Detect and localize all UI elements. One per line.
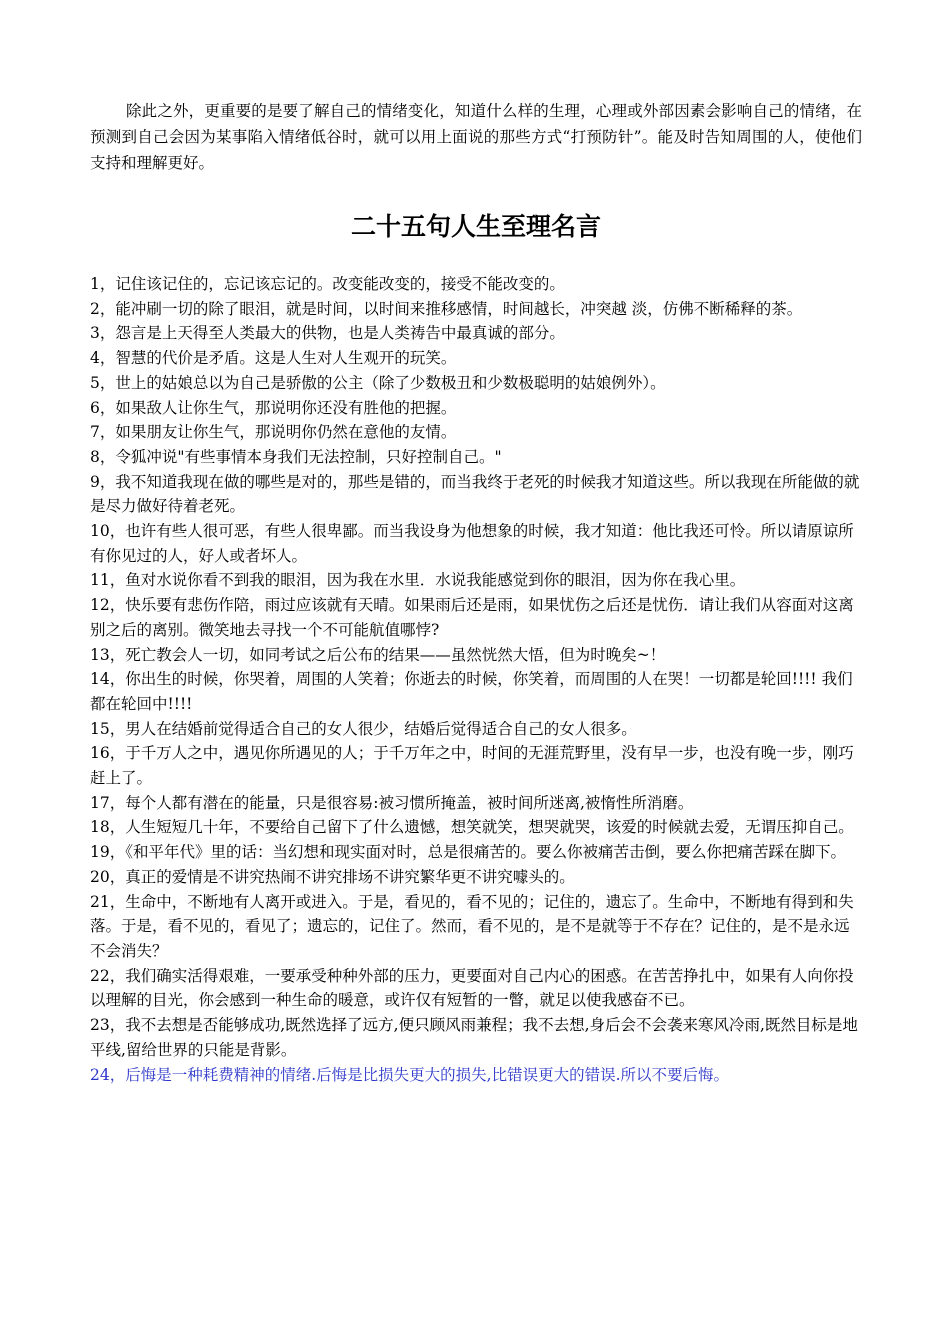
quote-item: 2，能冲刷一切的除了眼泪，就是时间，以时间来推移感情，时间越长，冲突越 淡，仿佛不断稀释的茶。: [90, 299, 803, 318]
quote-item: 12，快乐要有悲伤作陪，雨过应该就有天晴。如果雨后还是雨，如果忧伤之后还是忧伤．请让我们从容面对这离别之后的离别。微笑地去寻找一个不可能航值哪悖?: [90, 596, 854, 639]
quote-item: 15，男人在结婚前觉得适合自己的女人很少，结婚后觉得适合自己的女人很多。: [90, 719, 637, 738]
quote-item: 10，也许有些人很可恶，有些人很卑鄙。而当我设身为他想象的时候，我才知道：他比我还可怜。所以请原谅所有你见过的人，好人或者坏人。: [90, 522, 854, 565]
quote-item: 3，怨言是上天得至人类最大的供物，也是人类祷告中最真诚的部分。: [90, 324, 565, 343]
page-title: 二十五句人生至理名言: [350, 212, 601, 241]
quote-item: 5，世上的姑娘总以为自己是骄傲的公主（除了少数极丑和少数极聪明的姑娘例外）。: [90, 373, 666, 392]
quote-item: 18，人生短短几十年，不要给自己留下了什么遗憾，想笑就笑，想哭就哭，该爱的时候就去爱，无谓压抑自己。: [90, 818, 854, 837]
quote-item: 23，我不去想是否能够成功,既然选择了远方,便只顾风雨兼程；我不去想,身后会不会袭来寒风冷雨,既然目标是地平线,留给世界的只能是背影。: [90, 1016, 858, 1059]
quote-list: [90, 272, 862, 1087]
quote-item: 17，每个人都有潜在的能量，只是很容易:被习惯所掩盖，被时间所迷离,被惰性所消磨。: [90, 793, 694, 812]
quote-item: 22，我们确实活得艰难，一要承受种种外部的压力，更要面对自己内心的困惑。在苦苦挣扎中，如果有人向你投以理解的目光，你会感到一种生命的暖意，或许仅有短暂的一瞥，就足以使我感奋不已。: [90, 966, 854, 1010]
quote-item: 9，我不知道我现在做的哪些是对的，那些是错的，而当我终于老死的时候我才知道这些。所以我现在所能做的就是尽力做好待着老死。: [90, 472, 860, 516]
quote-item: 11，鱼对水说你看不到我的眼泪，因为我在水里．水说我能感觉到你的眼泪，因为你在我心里。: [90, 571, 746, 590]
quote-item: 4，智慧的代价是矛盾。这是人生对人生观开的玩笑。: [90, 349, 457, 368]
quote-item: 1，记住该记住的，忘记该忘记的。改变能改变的，接受不能改变的。: [90, 275, 565, 293]
quote-item: 21，生命中，不断地有人离开或进入。于是，看见的，看不见的；记住的，遗忘了。生命中，不断地有得到和失落。于是，看不见的，看见了；遗忘的，记住了。然而，看不见的，是不是就等于不存在？记住的，是不是永远不会消失？: [90, 892, 854, 960]
quote-item-highlighted: 24，后悔是一种耗费精神的情绪.后悔是比损失更大的损失,比错误更大的错误.所以不要后悔。: [90, 1065, 730, 1084]
quote-item: 13，死亡教会人一切，如同考试之后公布的结果——虽然恍然大悟，但为时晚矣~！: [90, 645, 666, 664]
quote-item: 16，于千万人之中，遇见你所遇见的人；于千万年之中，时间的无涯荒野里，没有早一步，也没有晚一步，刚巧赶上了。: [90, 744, 854, 788]
quote-item: 7，如果朋友让你生气，那说明你仍然在意他的友情。: [90, 423, 457, 442]
quote-item: 6，如果敌人让你生气，那说明你还没有胜他的把握。: [90, 398, 457, 417]
quote-item: 20，真正的爱情是不讲究热闹不讲究排场不讲究繁华更不讲究噱头的。: [90, 867, 575, 886]
quote-item: 8，令狐冲说"有些事情本身我们无法控制，只好控制自己。": [90, 447, 502, 466]
quote-item: 14，你出生的时候，你哭着，周围的人笑着；你逝去的时候，你笑着，而周围的人在哭！一切都是轮回!!!! 我们都在轮回中!!!!: [90, 670, 853, 713]
document-page: [90, 98, 862, 1087]
quote-item: 19，《和平年代》里的话：当幻想和现实面对时，总是很痛苦的。要么你被痛苦击倒，要么你把痛苦踩在脚下。: [90, 843, 846, 862]
intro-paragraph: 除此之外，更重要的是要了解自己的情绪变化，知道什么样的生理，心理或外部因素会影响自己的情绪，在预测到自己会因为某事陷入情绪低谷时，就可以用上面说的那些方式“打预防针”。能及时告知周围的人，使他们支持和理解更好。: [90, 102, 862, 172]
